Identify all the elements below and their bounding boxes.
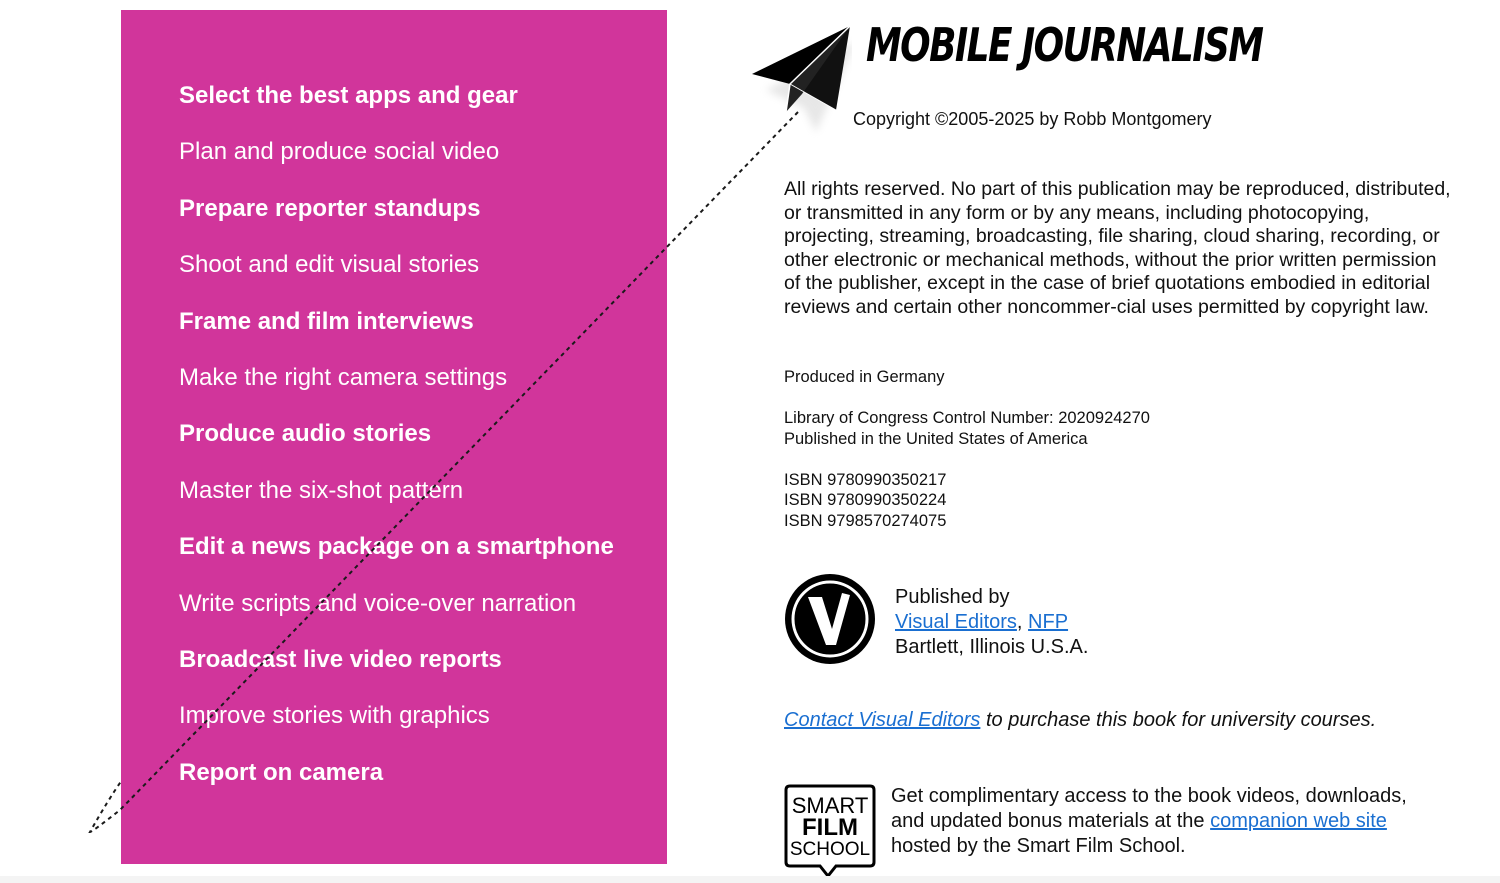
isbn-3: ISBN 9798570274075 bbox=[784, 512, 947, 530]
sfs-line-2-prefix: and updated bonus materials at the bbox=[891, 810, 1211, 832]
produced-in: Produced in Germany bbox=[784, 368, 945, 386]
isbn-2: ISBN 9780990350224 bbox=[784, 491, 947, 509]
isbn-1: ISBN 9780990350217 bbox=[784, 471, 947, 489]
published-in: Published in the United States of America bbox=[784, 430, 1088, 448]
visual-editors-v-logo bbox=[784, 573, 876, 665]
copyright-line: Copyright ©2005-2025 by Robb Montgomery bbox=[853, 109, 1212, 129]
skill-item: Plan and produce social video bbox=[179, 138, 500, 165]
skills-panel bbox=[121, 10, 667, 864]
skill-item: Select the best apps and gear bbox=[179, 82, 518, 109]
rights-paragraph: All rights reserved. No part of this publication may be reproduced, distributed, or transmitted in any form or by any means, including photocopying, projecting, streaming, broadcasting, file sharing, cloud sharing, recording, or other electronic or mechanical methods, without the prior written permission of the publisher, except in the case of brief quotations embodied in editorial reviews and certain other noncommer-cial uses permitted by copyright law. bbox=[784, 178, 1451, 318]
sfs-logo-school: SCHOOL bbox=[789, 839, 871, 860]
smart-film-school-logo bbox=[784, 784, 876, 878]
publisher-block bbox=[895, 585, 1088, 660]
sfs-logo-film: FILM bbox=[802, 814, 858, 841]
publisher-location: Bartlett, Illinois U.S.A. bbox=[895, 636, 1089, 658]
publisher-name-line bbox=[895, 610, 1088, 635]
skill-item: Report on camera bbox=[179, 759, 384, 786]
contact-line bbox=[784, 709, 1376, 732]
skill-item: Edit a news package on a smartphone bbox=[179, 533, 614, 560]
skill-item: Frame and film interviews bbox=[179, 308, 474, 335]
paper-plane-icon bbox=[750, 24, 852, 144]
loc-control-number: Library of Congress Control Number: 2020924270 bbox=[784, 409, 1150, 427]
sfs-line-2 bbox=[891, 809, 1407, 834]
skill-item: Write scripts and voice-over narration bbox=[179, 590, 577, 617]
companion-web-site-link[interactable]: companion web site bbox=[1210, 810, 1387, 832]
companion-access-text bbox=[891, 784, 1407, 859]
skill-item: Improve stories with graphics bbox=[179, 702, 490, 729]
skill-item: Broadcast live video reports bbox=[179, 646, 502, 673]
bottom-edge bbox=[0, 876, 1500, 883]
skill-item: Master the six-shot pattern bbox=[179, 477, 464, 504]
contact-purpose-text: to purchase this book for university courses. bbox=[980, 709, 1377, 731]
book-title: MOBILE JOURNALISM bbox=[866, 18, 1263, 72]
sfs-line-1: Get complimentary access to the book videos, downloads, bbox=[891, 785, 1407, 807]
publisher-separator: , bbox=[1016, 611, 1029, 633]
published-by-label: Published by bbox=[895, 586, 1010, 608]
nfp-link[interactable]: NFP bbox=[1028, 611, 1069, 633]
sfs-line-3: hosted by the Smart Film School. bbox=[891, 835, 1186, 857]
sfs-logo-smart: SMART bbox=[791, 793, 869, 818]
skill-item: Shoot and edit visual stories bbox=[179, 251, 480, 278]
skill-item: Prepare reporter standups bbox=[179, 195, 481, 222]
skill-item: Produce audio stories bbox=[179, 420, 432, 447]
visual-editors-link[interactable]: Visual Editors bbox=[895, 611, 1017, 633]
contact-visual-editors-link[interactable]: Contact Visual Editors bbox=[784, 709, 981, 731]
skill-item: Make the right camera settings bbox=[179, 364, 508, 391]
